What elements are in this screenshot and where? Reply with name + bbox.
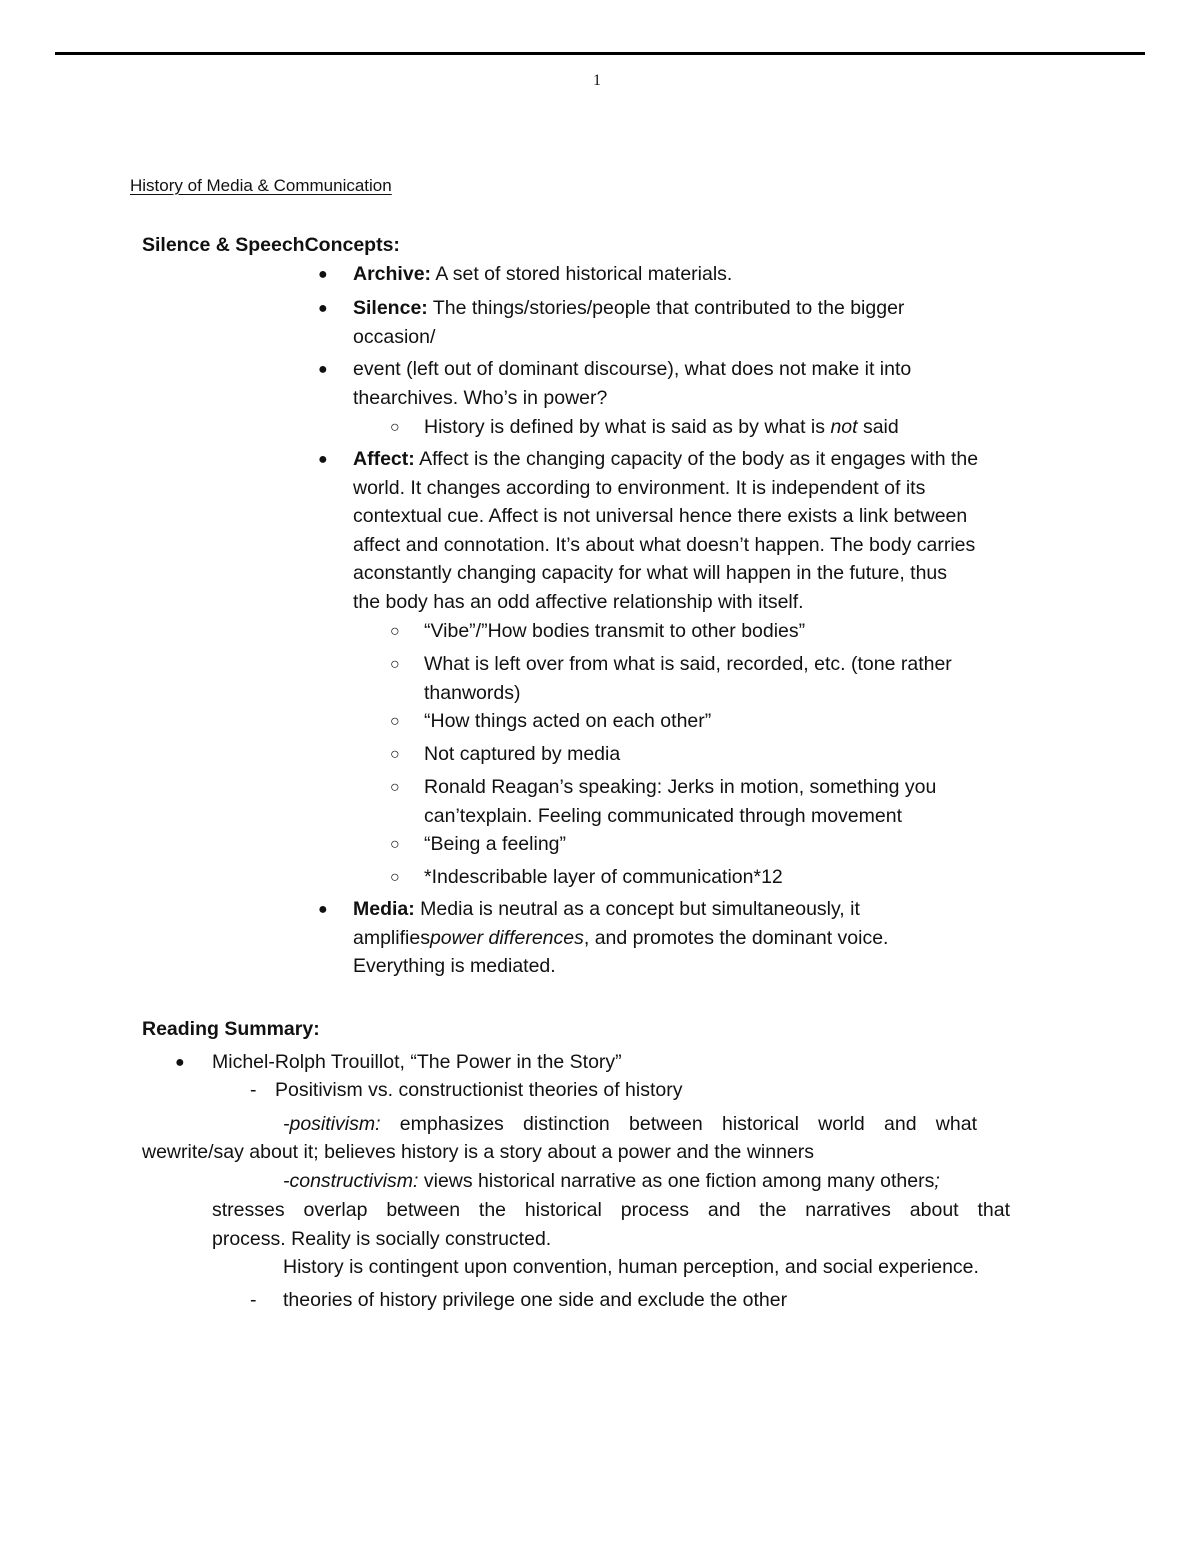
silence-line-2: occasion/ — [353, 325, 436, 348]
term-media: Media: — [353, 898, 415, 920]
concept-archive — [353, 260, 732, 289]
concept-affect — [353, 445, 978, 616]
bullet-circle: ○ — [390, 746, 400, 763]
dash-marker: - — [250, 1079, 257, 1101]
section-heading-reading: Reading Summary: — [142, 1018, 320, 1040]
bullet-circle: ○ — [390, 779, 400, 796]
media-line-1: Media is neutral as a concept but simultaneously, it — [414, 898, 860, 920]
bullet-circle: ○ — [390, 836, 400, 853]
affect-sub-5-line-2: can’texplain. Feeling communicated through movement — [424, 804, 903, 827]
archive-definition: A set of stored historical materials. — [431, 263, 733, 285]
bullet-dot: ● — [175, 1054, 185, 1071]
affect-line-5: aconstantly changing capacity for what will happen in the future, thus — [353, 562, 948, 584]
constructivism-semicolon: ; — [934, 1170, 940, 1192]
affect-sub-5 — [424, 773, 936, 830]
bullet-circle: ○ — [390, 713, 400, 730]
bullet-dot: ● — [318, 266, 328, 283]
positivism-term: -positivism: — [283, 1113, 381, 1135]
constructivism-line-1 — [283, 1167, 940, 1196]
bullet-circle: ○ — [390, 869, 400, 886]
history-defined-text: History is defined by what is said as by what is — [424, 416, 831, 438]
event-line-1: event (left out of dominant discourse), what does not make it into — [353, 358, 912, 380]
contingent-line: History is contingent upon convention, human perception, and social experience. — [283, 1256, 979, 1278]
affect-sub-3: “How things acted on each other” — [424, 710, 712, 732]
affect-sub-2-line-2: thanwords) — [424, 681, 521, 704]
term-affect: Affect: — [353, 448, 415, 470]
history-defined-end: said — [857, 416, 899, 438]
affect-line-1: Affect is the changing capacity of the body as it engages with the — [414, 448, 979, 470]
concept-silence — [353, 294, 904, 351]
affect-sub-2 — [424, 650, 952, 707]
positivism-text: emphasizes distinction between historical world and what — [380, 1113, 977, 1135]
concept-event — [353, 355, 911, 412]
affect-line-4: affect and connotation. It’s about what doesn’t happen. The body carries — [353, 533, 976, 556]
bullet-dot: ● — [318, 300, 328, 317]
affect-sub-6: “Being a feeling” — [424, 833, 567, 855]
media-line-2: amplifies — [353, 926, 430, 949]
positivism-line-1 — [283, 1110, 977, 1139]
media-line-3: Everything is mediated. — [353, 955, 556, 977]
event-line-2: thearchives. Who’s in power? — [353, 386, 608, 409]
affect-sub-2-line-1: What is left over from what is said, recorded, etc. (tone rather — [424, 653, 952, 675]
reading-dash-1: Positivism vs. constructionist theories of history — [275, 1079, 683, 1101]
reading-dash-2: theories of history privilege one side and exclude the other — [283, 1289, 788, 1311]
bullet-dot: ● — [318, 451, 328, 468]
affect-sub-1: “Vibe”/”How bodies transmit to other bodies” — [424, 620, 806, 642]
dash-marker: - — [250, 1289, 257, 1311]
media-line-2-end: , and promotes the dominant voice. — [583, 926, 889, 949]
document-title: History of Media & Communication — [130, 176, 392, 195]
concept-media — [353, 895, 888, 981]
history-defined-emphasis: not — [830, 416, 858, 438]
silence-line-1: The things/stories/people that contributed to the bigger — [427, 297, 905, 319]
term-silence: Silence: — [353, 297, 428, 319]
term-archive: Archive: — [353, 263, 432, 285]
positivism-line-2: wewrite/say about it; believes history is a story about a power and the winners — [142, 1141, 815, 1163]
constructivism-line-2: stresses overlap between the historical process and the narratives about that — [212, 1199, 1010, 1221]
bullet-circle: ○ — [390, 656, 400, 673]
bullet-circle: ○ — [390, 623, 400, 640]
history-defined-item — [424, 413, 899, 442]
affect-line-2: world. It changes according to environment. It is independent of its — [353, 476, 926, 499]
affect-line-3: contextual cue. Affect is not universal hence there exists a link between — [353, 505, 968, 527]
bullet-dot: ● — [318, 901, 328, 918]
affect-sub-4: Not captured by media — [424, 743, 621, 765]
affect-line-6: the body has an odd affective relationship with itself. — [353, 590, 804, 613]
reading-item: Michel-Rolph Trouillot, “The Power in the Story” — [212, 1051, 622, 1073]
bullet-dot: ● — [318, 361, 328, 378]
affect-sub-5-line-1: Ronald Reagan’s speaking: Jerks in motion, something you — [424, 776, 937, 798]
header-rule — [55, 52, 1145, 55]
constructivism-term: -constructivism: — [283, 1170, 419, 1192]
bullet-circle: ○ — [390, 419, 400, 436]
constructivism-line-3: process. Reality is socially constructed. — [212, 1228, 552, 1250]
page-number: 1 — [593, 72, 601, 89]
constructivism-text: views historical narrative as one fiction among many others — [418, 1170, 935, 1192]
affect-sub-7: *Indescribable layer of communication*12 — [424, 866, 783, 888]
section-heading-concepts: Silence & SpeechConcepts: — [142, 234, 400, 256]
media-line-2-emphasis: power differences — [429, 926, 584, 949]
